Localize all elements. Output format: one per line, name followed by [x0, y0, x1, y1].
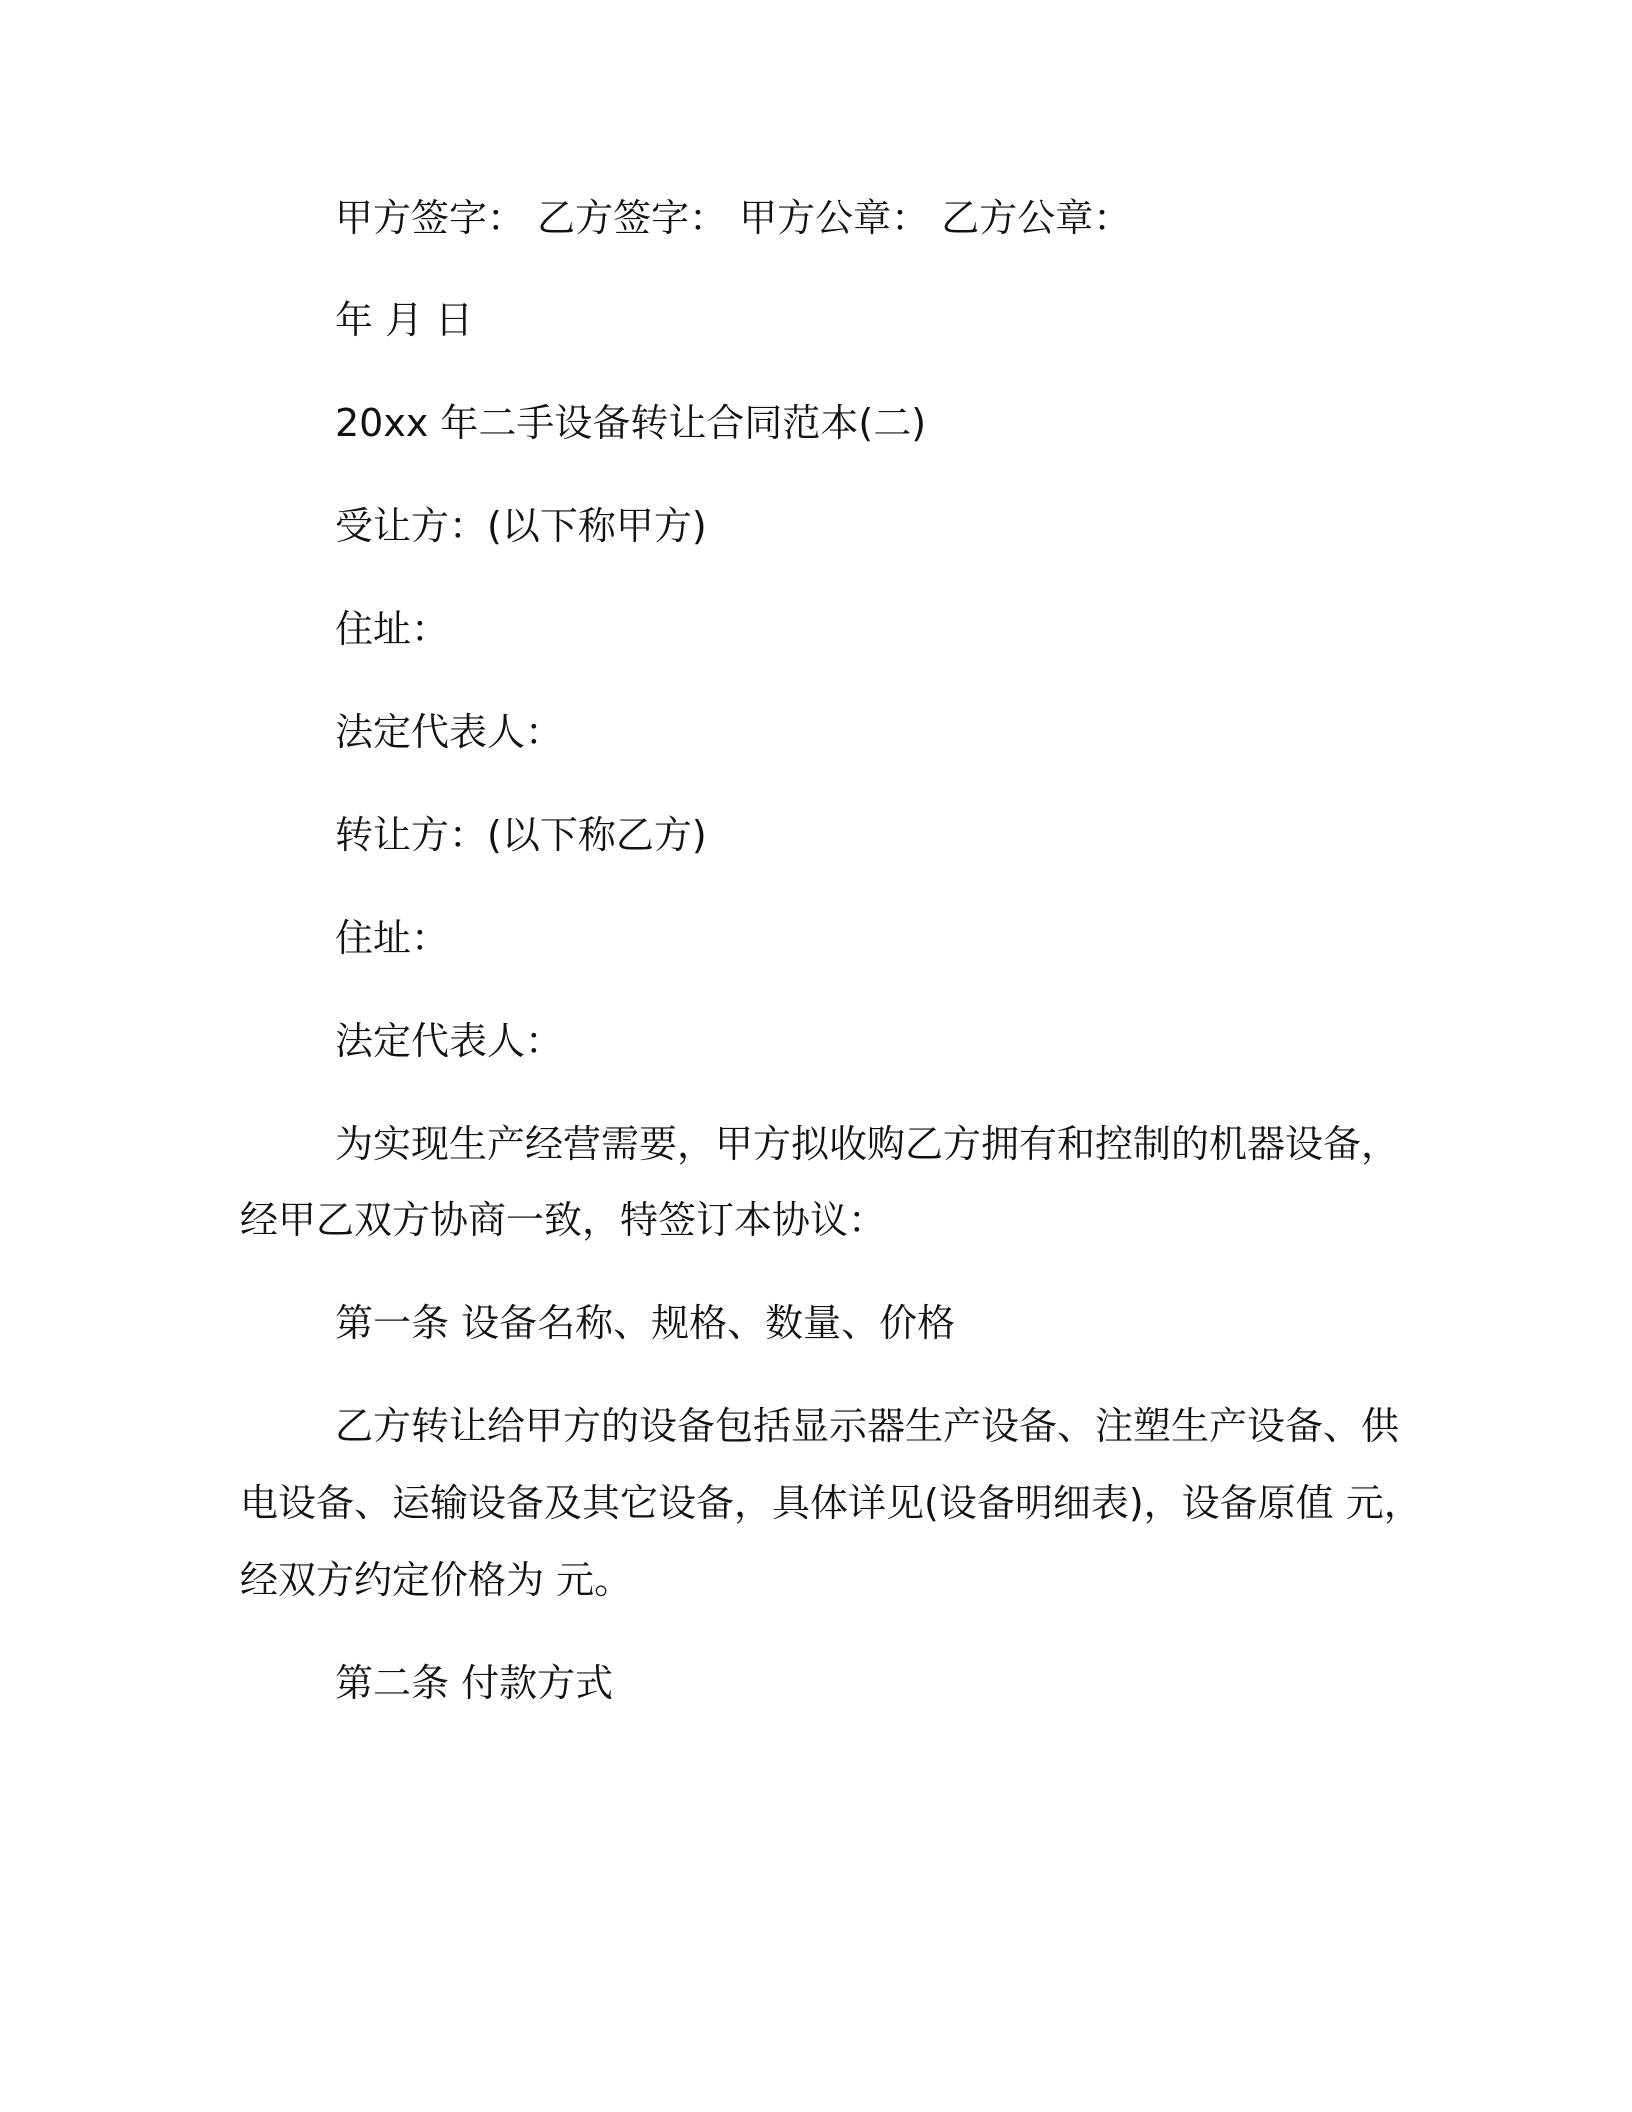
party-b-address: 住址： [335, 916, 450, 960]
party-a-address: 住址： [335, 607, 450, 651]
preamble-line-1: 为实现生产经营需要，甲方拟收购乙方拥有和控制的机器设备， [335, 1122, 1400, 1166]
party-b-legal-rep: 法定代表人： [335, 1019, 564, 1063]
article-2-heading: 第二条 付款方式 [335, 1661, 614, 1705]
date-line: 年 月 日 [335, 298, 474, 342]
signature-line: 甲方签字： 乙方签字： 甲方公章： 乙方公章： [335, 196, 1132, 240]
article-1-heading: 第一条 设备名称、规格、数量、价格 [335, 1301, 956, 1345]
article-1-line-3: 经双方约定价格为 元。 [240, 1558, 633, 1602]
document-title: 20xx 年二手设备转让合同范本(二) [335, 401, 927, 445]
preamble-line-2: 经甲乙双方协商一致，特签订本协议： [240, 1198, 887, 1242]
party-a-legal-rep: 法定代表人： [335, 710, 564, 754]
article-1-line-2: 电设备、运输设备及其它设备，具体详见(设备明细表)，设备原值 元， [240, 1481, 1422, 1525]
article-1-line-1: 乙方转让给甲方的设备包括显示器生产设备、注塑生产设备、供 [335, 1404, 1400, 1448]
party-b-label: 转让方：(以下称乙方) [335, 813, 707, 857]
party-a-label: 受让方：(以下称甲方) [335, 504, 707, 548]
